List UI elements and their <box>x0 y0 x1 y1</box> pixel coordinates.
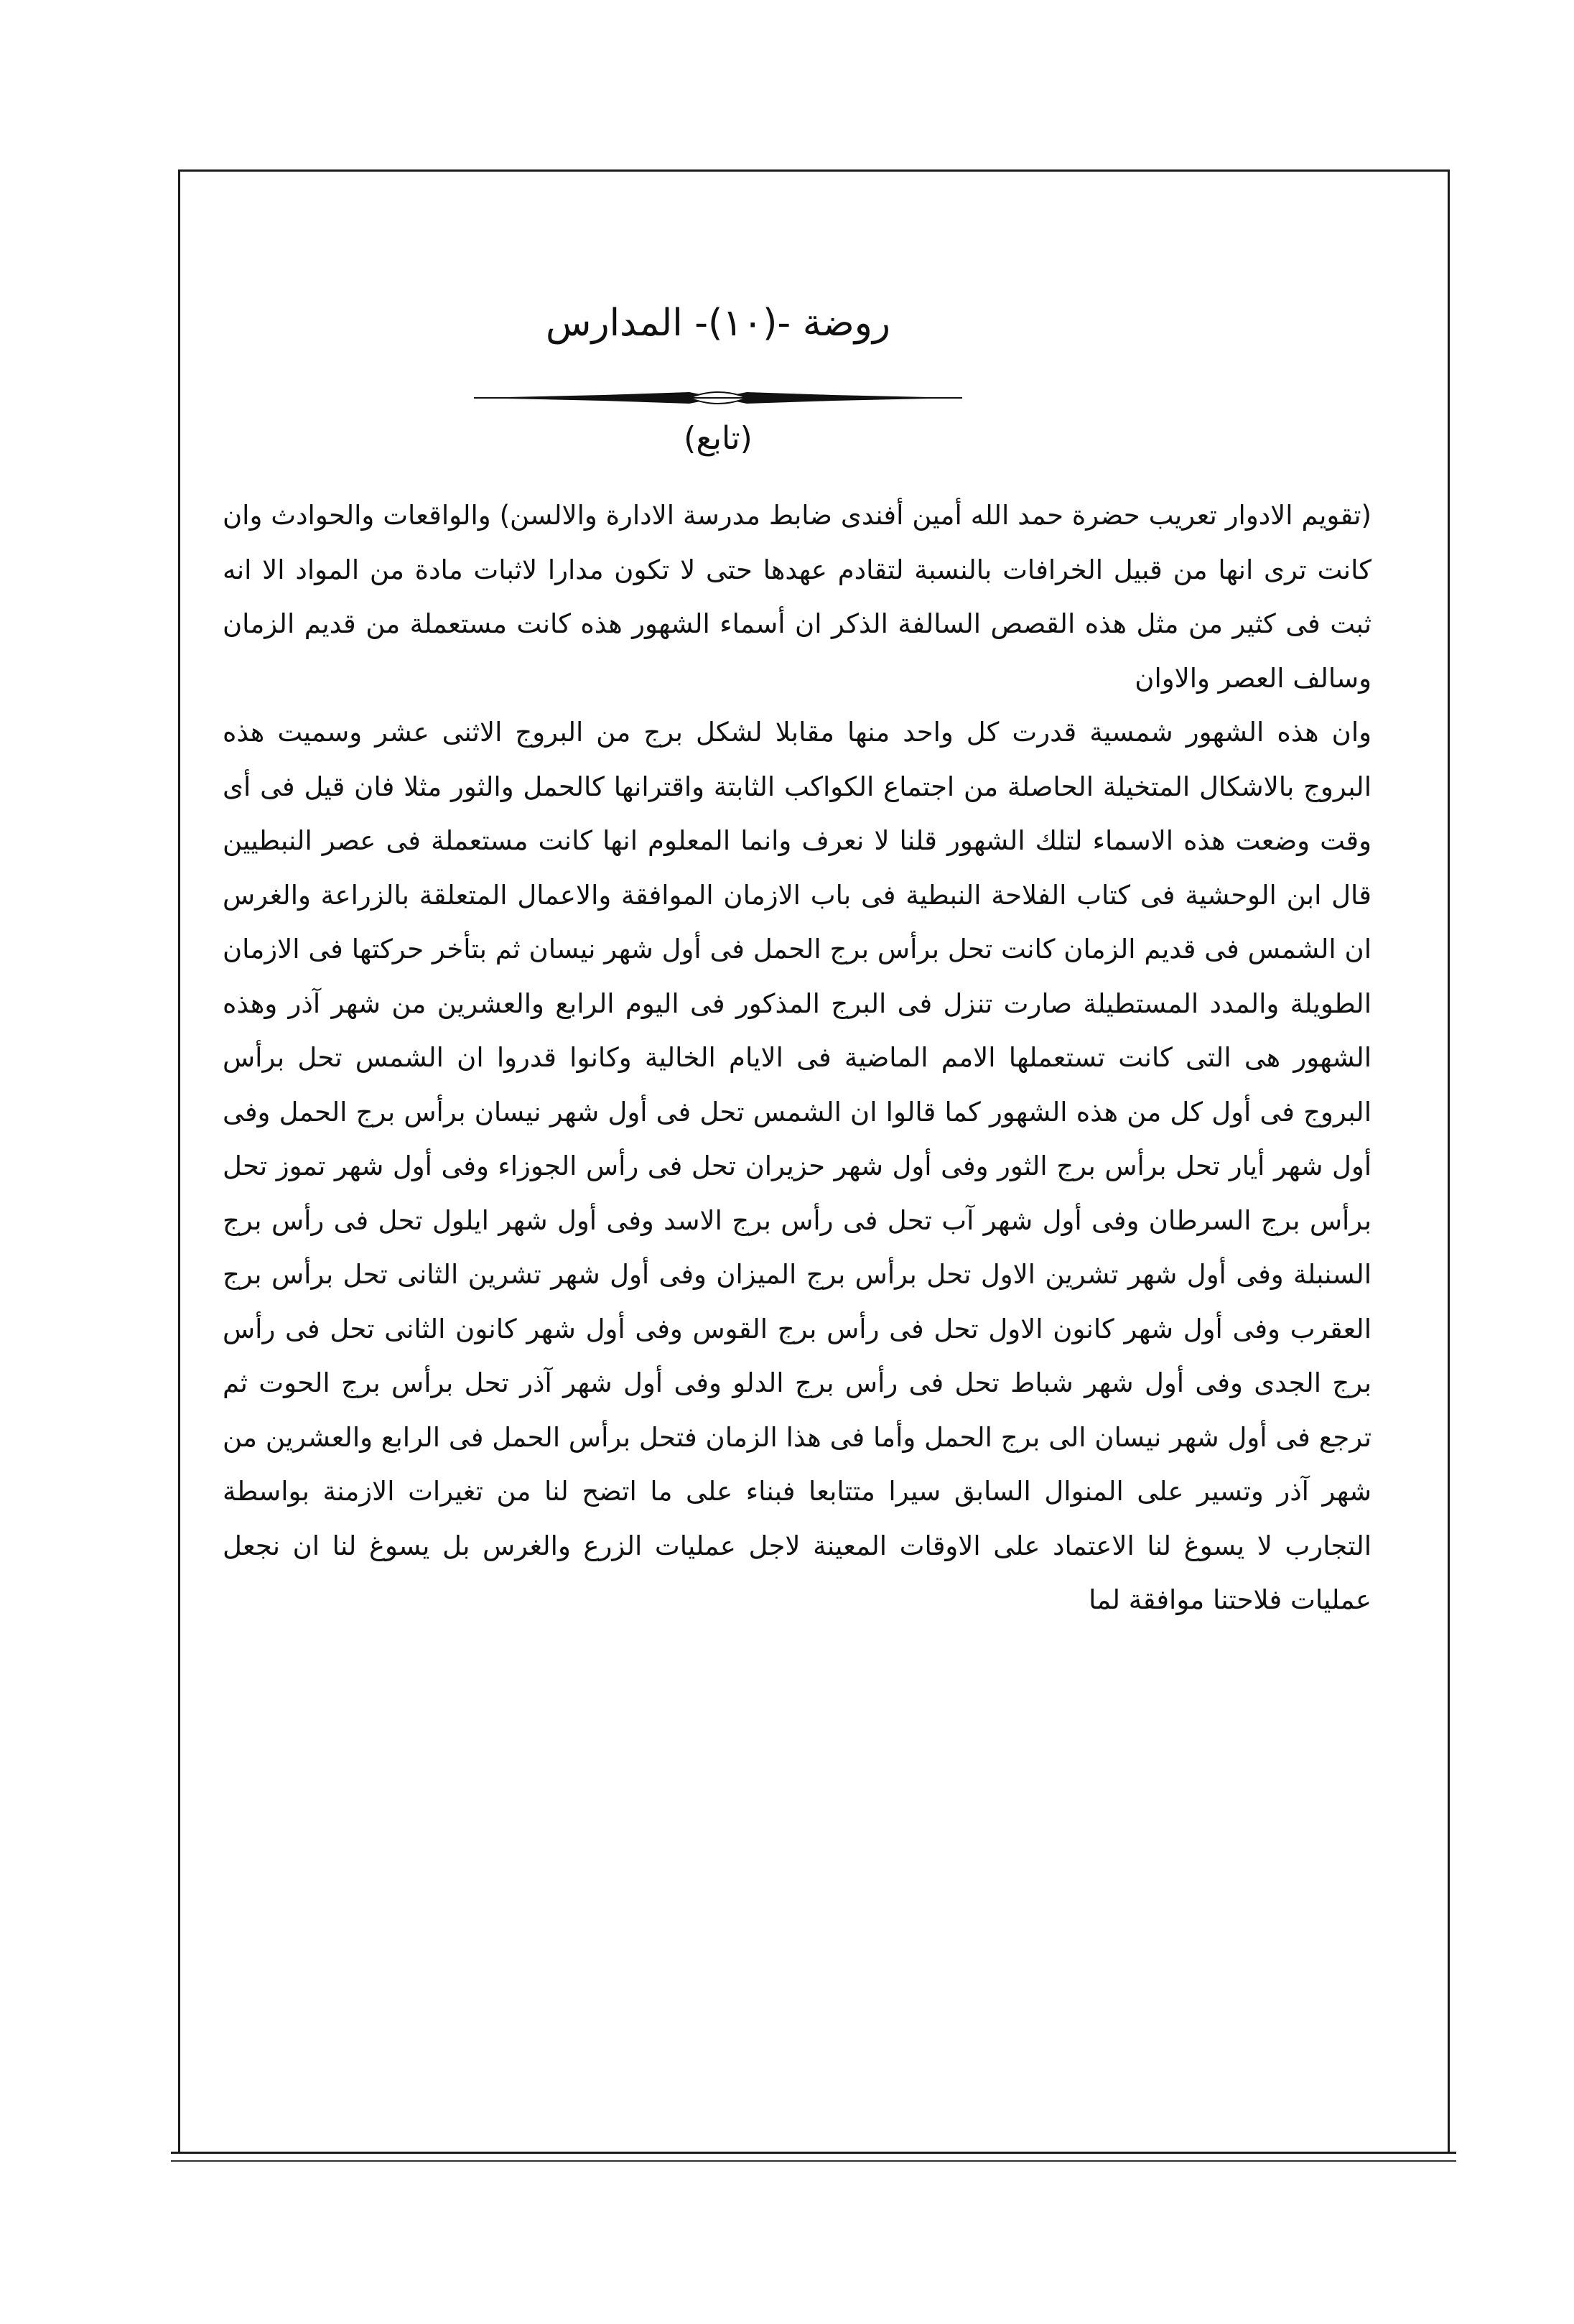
header-ornament-divider <box>474 382 962 414</box>
page-frame-bottom-border <box>171 2152 1456 2154</box>
continuation-subheading: (تابع) <box>684 420 753 457</box>
page-frame-right-border <box>1448 169 1450 2152</box>
page-frame-top-border <box>178 169 1449 172</box>
article-body <box>223 488 1372 1627</box>
page-frame-bottom-border-secondary <box>171 2160 1456 2162</box>
paragraph-intro: (تقويم الادوار تعريب حضرة حمد الله أمين أفندى ضابط مدرسة الادارة والالسن) والواقعات والحوادث وان كانت ترى انها من قبيل الخرافات بالنسبة لتقادم عهدها حتى لا تكون مدارا لاثبات مادة من المواد الا انه ثبت فى كثير من مثل هذه القصص السالفة الذكر ان أسماء الشهور هذه كانت مستعملة من قديم الزمان وسالف العصر والاوان <box>223 500 1372 694</box>
paragraph-months: وان هذه الشهور شمسية قدرت كل واحد منها مقابلا لشكل برج من البروج الاثنى عشر وسميت هذه البروج بالاشكال المتخيلة الحاصلة من اجتماع الكواكب الثابتة واقترانها كالحمل والثور مثلا فان قيل فى أى وقت وضعت هذه الاسماء لتلك الشهور قلنا لا نعرف وانما المعلوم انها كانت مستعملة فى عصر النبطيين قال ابن الوحشية فى كتاب الفلاحة النبطية فى باب الازمان الموافقة والاعمال المتعلقة بالزراعة والغرس ان الشمس فى قديم الزمان كانت تحل برأس برج الحمل فى أول شهر نيسان ثم بتأخر حركتها فى الازمان الطويلة والمدد المستطيلة صارت تنزل فى البرج المذكور فى اليوم الرابع والعشرين من شهر آذر وهذه الشهور هى التى كانت تستعملها الامم الماضية فى الايام الخالية وكانوا قدروا ان الشمس تحل برأس البروج فى أول كل من هذه الشهور كما قالوا ان الشمس تحل فى أول شهر نيسان برأس برج الحمل وفى أول شهر أيار تحل برأس برج الثور وفى أول شهر حزيران تحل فى رأس الجوزاء وفى أول شهر تموز تحل برأس برج السرطان وفى أول شهر آب تحل فى رأس برج الاسد وفى أول شهر ايلول تحل فى رأس برج السنبلة وفى أول شهر تشرين الاول تحل برأس برج الميزان وفى أول شهر تشرين الثانى تحل برأس برج العقرب وفى أول شهر كانون الاول تحل فى رأس برج القوس وفى أول شهر كانون الثانى تحل فى رأس برج الجدى وفى أول شهر شباط تحل فى رأس برج الدلو وفى أول شهر آذر تحل برأس برج الحوت ثم ترجع فى أول شهر نيسان الى برج الحمل وأما فى هذا الزمان فتحل برأس الحمل فى الرابع والعشرين من شهر آذر وتسير على المنوال السابق سيرا متتابعا فبناء على ما اتضح لنا من تغيرات الازمنة بواسطة التجارب لا يسوغ لنا الاعتماد على الاوقات المعينة لاجل عمليات الزرع والغرس بل يسوغ لنا ان نجعل عمليات فلاحتنا موافقة لما <box>223 717 1372 1615</box>
page-header-title: روضة -(١٠)- المدارس <box>546 302 890 345</box>
page-frame-left-border <box>178 169 180 2152</box>
